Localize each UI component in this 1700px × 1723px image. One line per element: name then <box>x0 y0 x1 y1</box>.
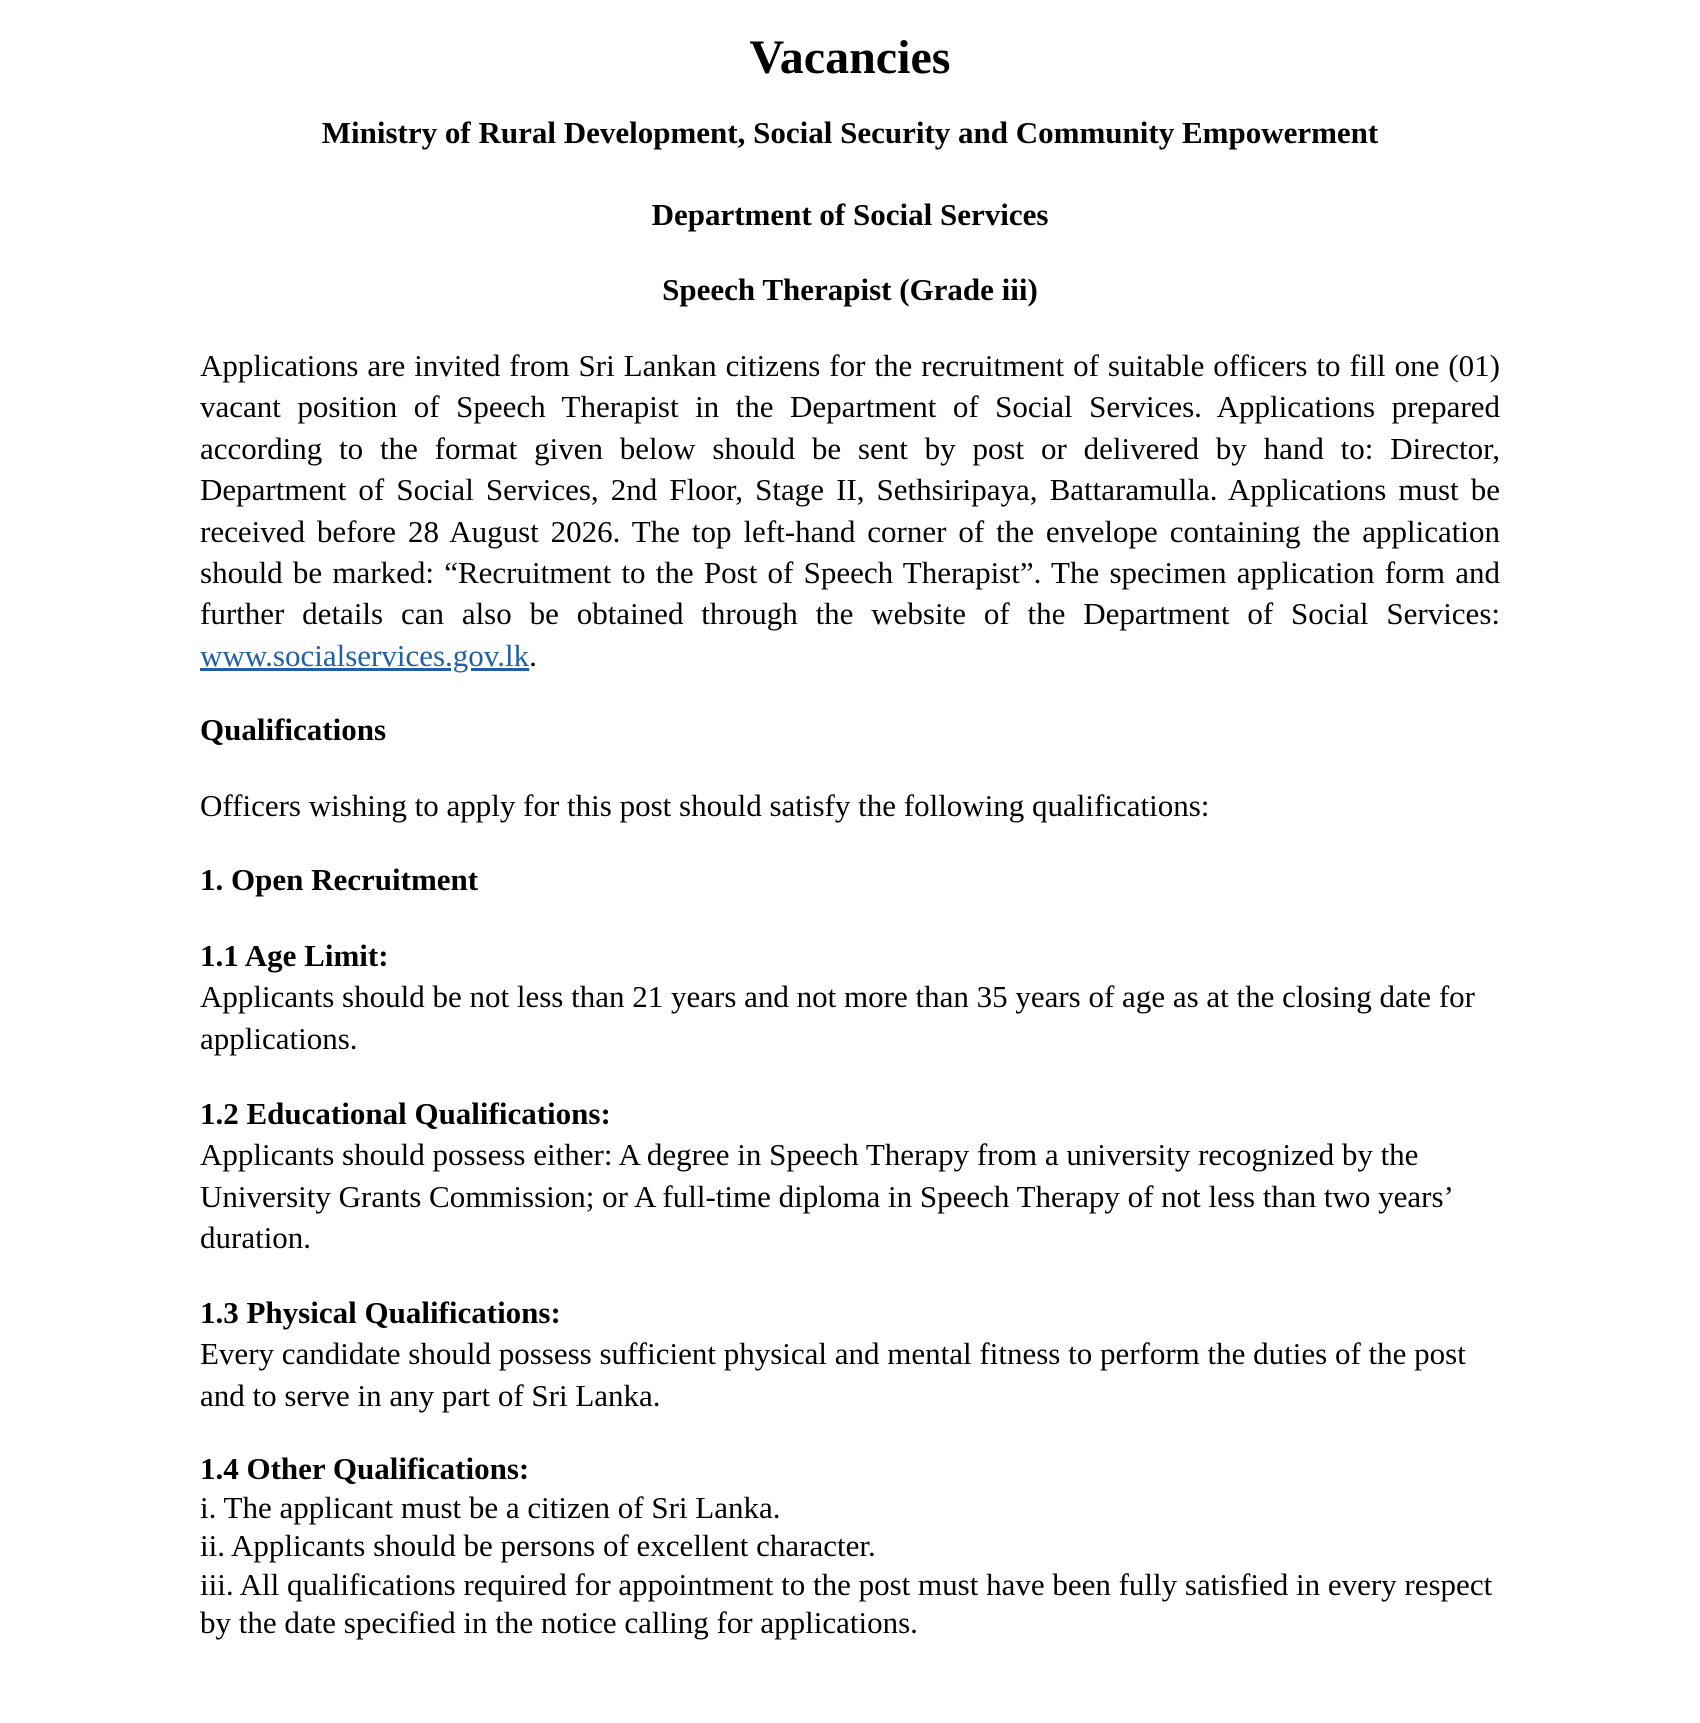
other-qualification-item: iii. All qualifications required for appointment to the post must have been fully satisfied in every respect by the date specified in the notice calling for applications. <box>200 1566 1493 1640</box>
intro-text: Applications are invited from Sri Lankan citizens for the recruitment of suitable officers to fill one (01) vacant position of Speech Therapist in the Department of Social Services. Applications prepared according to the format given below should be sent by post or delivered by hand to: Director, Department of Social Services, 2nd Floor, Stage II, Sethsiripaya, Battaramulla. Applications must be received before 28 August 2026. The top left-hand corner of the envelope containing the application should be marked: “Recruitment to the Post of Speech Therapist”. The specimen application form and further details can also be obtained through the website of the Department of Social Services: <box>200 348 1500 632</box>
educational-qualifications-heading: 1.2 Educational Qualifications: <box>200 1096 611 1131</box>
page-title: Vacancies <box>749 31 951 84</box>
physical-qualifications-text: Every candidate should possess sufficient physical and mental fitness to perform the duties of the post and to serve in any part of Sri Lanka. <box>200 1336 1466 1413</box>
physical-qualifications-section <box>200 1292 1500 1416</box>
post-heading: Speech Therapist (Grade iii) <box>662 272 1038 307</box>
other-qualifications-section <box>200 1450 1500 1643</box>
qualifications-heading: Qualifications <box>200 712 387 747</box>
age-limit-heading: 1.1 Age Limit: <box>200 938 389 973</box>
other-qualification-item: i. The applicant must be a citizen of Sri Lanka. <box>200 1489 781 1525</box>
other-qualification-item: ii. Applicants should be persons of excellent character. <box>200 1528 876 1563</box>
qualifications-lead: Officers wishing to apply for this post should satisfy the following qualifications: <box>200 788 1210 823</box>
age-limit-section <box>200 935 1500 1059</box>
educational-qualifications-text: Applicants should possess either: A degree in Speech Therapy from a university recognized by the University Grants Commission; or A full-time diploma in Speech Therapy of not less than two years’ duration. <box>200 1137 1452 1256</box>
department-heading: Department of Social Services <box>651 197 1049 232</box>
ministry-heading: Ministry of Rural Development, Social Security and Community Empowerment <box>321 115 1379 150</box>
intro-end: . <box>529 637 537 673</box>
intro-paragraph <box>200 345 1500 676</box>
educational-qualifications-section <box>200 1093 1500 1259</box>
open-recruitment-heading: 1. Open Recruitment <box>200 862 479 897</box>
age-limit-text: Applicants should be not less than 21 years and not more than 35 years of age as at the closing date for applications. <box>200 979 1475 1056</box>
other-qualifications-heading: 1.4 Other Qualifications: <box>200 1451 530 1486</box>
website-link[interactable]: www.socialservices.gov.lk <box>200 637 530 673</box>
physical-qualifications-heading: 1.3 Physical Qualifications: <box>200 1295 561 1330</box>
